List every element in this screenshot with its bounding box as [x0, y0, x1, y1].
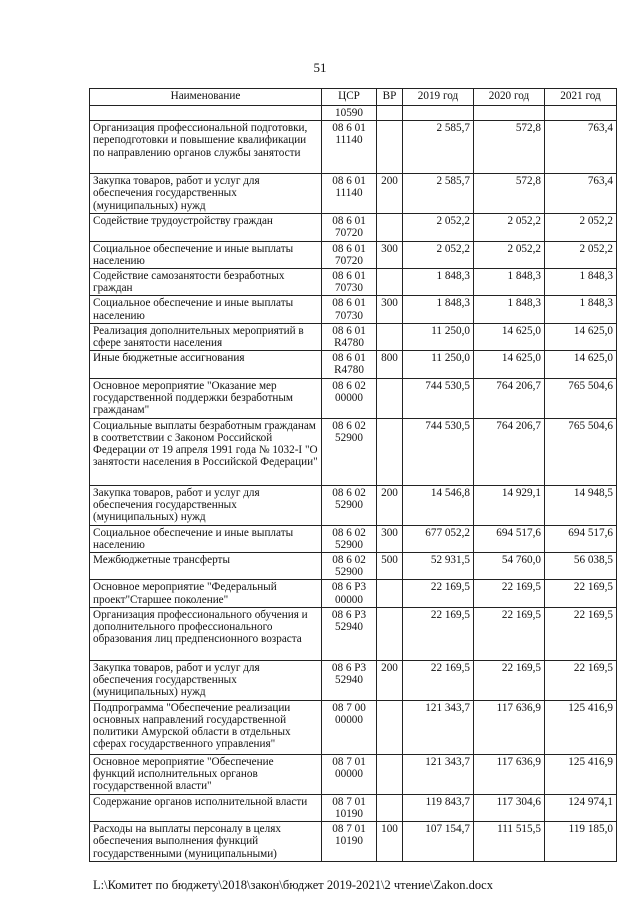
cell-name: Закупка товаров, работ и услуг для обеспечения государственных (муниципальных) нужд	[90, 174, 322, 214]
cell-2019: 11 250,0	[403, 323, 474, 350]
cell-2021: 765 504,6	[545, 378, 617, 418]
cell-2019: 22 169,5	[403, 660, 474, 700]
cell-vr: 100	[377, 822, 403, 862]
cell-vr: 200	[377, 485, 403, 525]
cell-2020: 1 848,3	[474, 269, 545, 296]
cell-name: Расходы на выплаты персоналу в целях обеспечения выполнения функций государственными (муниципальными)	[90, 822, 322, 862]
cell-2021: 119 185,0	[545, 822, 617, 862]
cell-vr: 200	[377, 660, 403, 700]
table-row	[90, 660, 617, 700]
cell-vr	[377, 754, 403, 794]
cell-name: Основное мероприятие "Федеральный проект"Старшее поколение"	[90, 580, 322, 607]
cell-name: Межбюджетные трансферты	[90, 553, 322, 580]
cell-2019: 52 931,5	[403, 553, 474, 580]
cell-2021: 2 052,2	[545, 241, 617, 268]
cell-vr: 800	[377, 351, 403, 378]
cell-2021: 22 169,5	[545, 580, 617, 607]
cell-2019: 11 250,0	[403, 351, 474, 378]
table-header-row	[90, 89, 617, 106]
cell-csr: 08 6 01 70730	[322, 296, 377, 323]
cell-vr	[377, 378, 403, 418]
budget-table	[89, 88, 617, 862]
cell-2020: 111 515,5	[474, 822, 545, 862]
cell-2020: 764 206,7	[474, 378, 545, 418]
cell-2019: 677 052,2	[403, 525, 474, 552]
cell-2021: 22 169,5	[545, 607, 617, 660]
cell-2021: 14 625,0	[545, 351, 617, 378]
cell-vr	[377, 418, 403, 485]
cell-2021: 125 416,9	[545, 700, 617, 754]
cell-2019: 121 343,7	[403, 700, 474, 754]
cell-vr	[377, 269, 403, 296]
cell-2019	[403, 106, 474, 121]
cell-2021: 56 038,5	[545, 553, 617, 580]
cell-2019: 1 848,3	[403, 269, 474, 296]
table-row	[90, 754, 617, 794]
cell-2019: 14 546,8	[403, 485, 474, 525]
cell-2020: 22 169,5	[474, 607, 545, 660]
cell-csr: 08 7 00 00000	[322, 700, 377, 754]
cell-name: Иные бюджетные ассигнования	[90, 351, 322, 378]
cell-csr: 08 6 01 11140	[322, 121, 377, 174]
cell-2020: 764 206,7	[474, 418, 545, 485]
cell-csr: 08 7 01 10190	[322, 822, 377, 862]
table-row	[90, 296, 617, 323]
table-row	[90, 553, 617, 580]
header-csr: ЦСР	[322, 89, 377, 106]
cell-2019: 744 530,5	[403, 378, 474, 418]
cell-2020: 572,8	[474, 174, 545, 214]
cell-vr: 200	[377, 174, 403, 214]
cell-2019: 107 154,7	[403, 822, 474, 862]
cell-2021: 694 517,6	[545, 525, 617, 552]
cell-csr: 10590	[322, 106, 377, 121]
header-2021: 2021 год	[545, 89, 617, 106]
cell-2020: 2 052,2	[474, 241, 545, 268]
table-row	[90, 378, 617, 418]
header-vr: ВР	[377, 89, 403, 106]
cell-name: Социальное обеспечение и иные выплаты населению	[90, 241, 322, 268]
cell-csr: 08 6 P3 00000	[322, 580, 377, 607]
cell-2021: 125 416,9	[545, 754, 617, 794]
header-name: Наименование	[90, 89, 322, 106]
cell-2021: 14 625,0	[545, 323, 617, 350]
cell-csr: 08 6 P3 52940	[322, 607, 377, 660]
cell-name: Социальное обеспечение и иные выплаты населению	[90, 525, 322, 552]
cell-2021: 1 848,3	[545, 269, 617, 296]
cell-2021: 763,4	[545, 174, 617, 214]
cell-2020: 14 625,0	[474, 323, 545, 350]
cell-2021: 1 848,3	[545, 296, 617, 323]
cell-2019: 22 169,5	[403, 580, 474, 607]
cell-csr: 08 6 01 R4780	[322, 323, 377, 350]
cell-name: Основное мероприятие "Обеспечение функций исполнительных органов государственной власти"	[90, 754, 322, 794]
cell-name: Социальное обеспечение и иные выплаты населению	[90, 296, 322, 323]
cell-2020: 2 052,2	[474, 214, 545, 241]
cell-2019: 2 585,7	[403, 174, 474, 214]
cell-2020: 1 848,3	[474, 296, 545, 323]
header-2019: 2019 год	[403, 89, 474, 106]
table-row	[90, 700, 617, 754]
footer-file-path: L:\Комитет по бюджету\2018\закон\бюджет 2019-2021\2 чтение\Zakon.docx	[93, 878, 493, 892]
table-row	[90, 351, 617, 378]
table-row	[90, 323, 617, 350]
cell-name: Организация профессионального обучения и дополнительного профессионального образования лиц предпенсионного возраста	[90, 607, 322, 660]
cell-csr: 08 6 01 R4780	[322, 351, 377, 378]
cell-2019: 2 052,2	[403, 214, 474, 241]
cell-2020: 54 760,0	[474, 553, 545, 580]
table-row	[90, 241, 617, 268]
table-row	[90, 580, 617, 607]
cell-csr: 08 6 02 52900	[322, 553, 377, 580]
cell-2021: 14 948,5	[545, 485, 617, 525]
cell-name: Организация профессиональной подготовки, переподготовки и повышение квалификации по направлению органов службы занятости	[90, 121, 322, 174]
table-row	[90, 607, 617, 660]
cell-2020: 22 169,5	[474, 660, 545, 700]
cell-csr: 08 6 01 11140	[322, 174, 377, 214]
cell-name: Основное мероприятие "Оказание мер государственной поддержки безработным гражданам"	[90, 378, 322, 418]
cell-csr: 08 6 02 52900	[322, 525, 377, 552]
cell-2019: 744 530,5	[403, 418, 474, 485]
table-row	[90, 525, 617, 552]
cell-2020: 694 517,6	[474, 525, 545, 552]
cell-2021	[545, 106, 617, 121]
cell-2019: 1 848,3	[403, 296, 474, 323]
cell-vr	[377, 121, 403, 174]
table-row	[90, 485, 617, 525]
cell-csr: 08 7 01 00000	[322, 754, 377, 794]
table-row	[90, 214, 617, 241]
cell-csr: 08 6 01 70730	[322, 269, 377, 296]
cell-2021: 765 504,6	[545, 418, 617, 485]
cell-2021: 2 052,2	[545, 214, 617, 241]
cell-name: Содержание органов исполнительной власти	[90, 794, 322, 821]
cell-2019: 121 343,7	[403, 754, 474, 794]
table-row	[90, 121, 617, 174]
cell-vr	[377, 580, 403, 607]
cell-2020: 117 636,9	[474, 700, 545, 754]
cell-vr: 300	[377, 525, 403, 552]
cell-vr	[377, 214, 403, 241]
cell-2020: 117 636,9	[474, 754, 545, 794]
cell-name: Подпрограмма "Обеспечение реализации основных направлений государственной политики Амурской области в отдельных сферах государственного управления"	[90, 700, 322, 754]
table-row	[90, 794, 617, 821]
table-row	[90, 822, 617, 862]
cell-2020: 117 304,6	[474, 794, 545, 821]
cell-2020: 14 929,1	[474, 485, 545, 525]
cell-vr: 500	[377, 553, 403, 580]
cell-csr: 08 7 01 10190	[322, 794, 377, 821]
cell-vr	[377, 700, 403, 754]
cell-name: Содействие самозанятости безработных граждан	[90, 269, 322, 296]
cell-vr	[377, 106, 403, 121]
cell-name	[90, 106, 322, 121]
cell-2020: 22 169,5	[474, 580, 545, 607]
cell-name: Социальные выплаты безработным гражданам в соответствии с Законом Российской Федерации от 19 апреля 1991 года № 1032-I "О занятости населения в Российской Федерации"	[90, 418, 322, 485]
cell-csr: 08 6 02 52900	[322, 418, 377, 485]
cell-csr: 08 6 01 70720	[322, 241, 377, 268]
table-row	[90, 269, 617, 296]
cell-csr: 08 6 02 00000	[322, 378, 377, 418]
cell-csr: 08 6 02 52900	[322, 485, 377, 525]
cell-vr	[377, 323, 403, 350]
cell-name: Закупка товаров, работ и услуг для обеспечения государственных (муниципальных) нужд	[90, 660, 322, 700]
cell-vr	[377, 607, 403, 660]
cell-2020: 572,8	[474, 121, 545, 174]
cell-2019: 2 052,2	[403, 241, 474, 268]
cell-2021: 763,4	[545, 121, 617, 174]
table-row	[90, 106, 617, 121]
cell-2021: 22 169,5	[545, 660, 617, 700]
cell-name: Закупка товаров, работ и услуг для обеспечения государственных (муниципальных) нужд	[90, 485, 322, 525]
cell-vr	[377, 794, 403, 821]
cell-name: Содействие трудоустройству граждан	[90, 214, 322, 241]
cell-csr: 08 6 P3 52940	[322, 660, 377, 700]
cell-2021: 124 974,1	[545, 794, 617, 821]
table-row	[90, 418, 617, 485]
cell-vr: 300	[377, 241, 403, 268]
cell-vr: 300	[377, 296, 403, 323]
cell-2020: 14 625,0	[474, 351, 545, 378]
cell-2019: 22 169,5	[403, 607, 474, 660]
header-2020: 2020 год	[474, 89, 545, 106]
cell-csr: 08 6 01 70720	[322, 214, 377, 241]
page-number: 51	[313, 60, 327, 75]
cell-2019: 2 585,7	[403, 121, 474, 174]
cell-2019: 119 843,7	[403, 794, 474, 821]
table-row	[90, 174, 617, 214]
table-body	[90, 106, 617, 862]
cell-2020	[474, 106, 545, 121]
cell-name: Реализация дополнительных мероприятий в сфере занятости населения	[90, 323, 322, 350]
